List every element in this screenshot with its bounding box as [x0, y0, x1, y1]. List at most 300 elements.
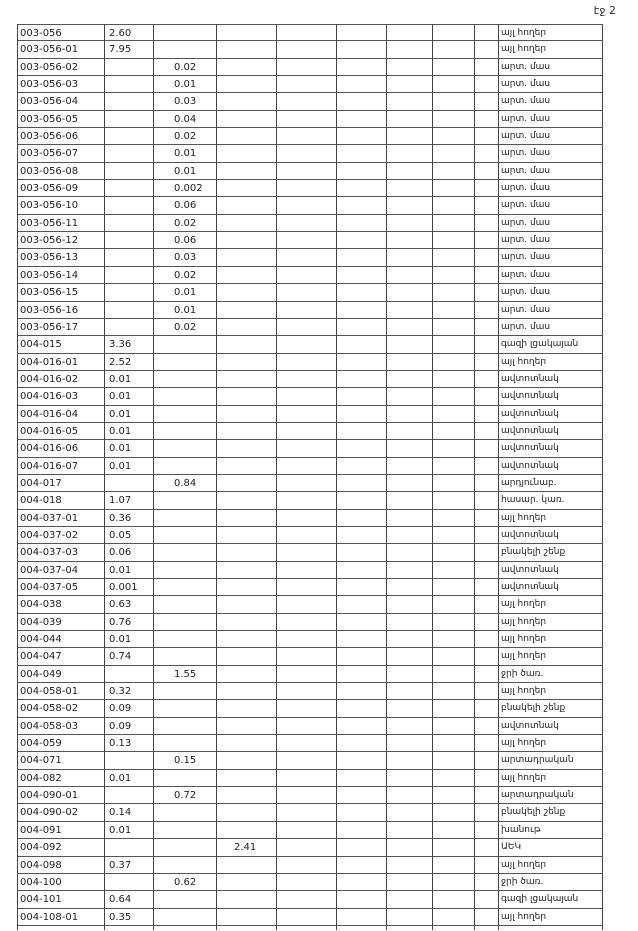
area-value	[448, 215, 490, 231]
area-value	[402, 596, 448, 612]
land-use: ավտոտնակ	[501, 529, 559, 540]
land-use: արտ. մաս	[501, 235, 551, 246]
land-use: բնակելի շենք	[501, 547, 566, 558]
area-value	[402, 492, 448, 508]
area-value: 0.01	[174, 287, 197, 299]
area-value	[170, 735, 234, 751]
area-value	[402, 874, 448, 890]
area-value	[290, 215, 350, 231]
area-value	[170, 683, 234, 699]
area-value	[290, 41, 350, 57]
area-value	[402, 666, 448, 682]
area-value	[402, 735, 448, 751]
parcel-code: 004-047	[20, 651, 62, 663]
area-value	[290, 336, 350, 352]
area-value	[230, 544, 294, 560]
area-value: 0.01	[109, 460, 132, 472]
area-value	[230, 406, 294, 422]
area-value: 0.35	[109, 911, 132, 923]
parcel-code: 003-056-05	[20, 113, 79, 125]
area-value	[448, 59, 490, 75]
parcel-code: 004-017	[20, 477, 62, 489]
area-value	[350, 683, 402, 699]
area-value	[290, 302, 350, 318]
area-value: 0.02	[174, 131, 197, 143]
area-value	[448, 423, 490, 439]
land-use: այլ հողեր	[501, 686, 547, 697]
area-value	[290, 891, 350, 907]
area-value	[170, 891, 234, 907]
land-use: ԱԵԿ	[501, 842, 522, 853]
area-value	[105, 180, 169, 196]
area-value	[448, 562, 490, 578]
area-value	[402, 857, 448, 873]
area-value	[230, 787, 294, 803]
area-value	[350, 839, 402, 855]
area-value	[230, 822, 294, 838]
area-value	[170, 440, 234, 456]
parcel-code: 004-098	[20, 859, 62, 871]
area-value	[230, 735, 294, 751]
land-use: արտ. մաս	[501, 183, 551, 194]
area-value	[448, 371, 490, 387]
area-value	[290, 735, 350, 751]
area-value	[230, 857, 294, 873]
area-value	[402, 111, 448, 127]
area-value	[290, 614, 350, 630]
area-value	[230, 145, 294, 161]
parcel-code: 004-090-01	[20, 790, 79, 802]
area-value	[448, 891, 490, 907]
parcel-code: 003-056	[20, 28, 62, 39]
area-value	[105, 215, 169, 231]
parcel-code: 004-101	[20, 894, 62, 906]
area-value	[350, 41, 402, 57]
area-value	[350, 752, 402, 768]
area-value	[170, 804, 234, 820]
area-value: 0.06	[109, 547, 132, 559]
area-value	[290, 388, 350, 404]
land-use: բնակելի շենք	[501, 703, 566, 714]
land-use: արտադրական	[501, 790, 574, 801]
parcel-code: 004-015	[20, 339, 62, 351]
area-value	[448, 579, 490, 595]
parcel-code: 004-044	[20, 634, 62, 646]
parcel-code: 004-071	[20, 755, 62, 767]
area-value	[230, 93, 294, 109]
area-value	[290, 770, 350, 786]
area-value	[350, 371, 402, 387]
area-value	[448, 527, 490, 543]
area-value	[105, 787, 169, 803]
area-value	[350, 874, 402, 890]
col-line	[153, 24, 154, 930]
area-value	[170, 614, 234, 630]
parcel-code: 004-082	[20, 772, 62, 784]
area-value	[448, 631, 490, 647]
parcel-code: 004-016-06	[20, 443, 79, 455]
area-value	[402, 510, 448, 526]
area-value	[170, 423, 234, 439]
parcel-code: 003-056-16	[20, 304, 79, 316]
area-value: 0.03	[174, 96, 197, 108]
land-use: ավտոտնակ	[501, 425, 559, 436]
area-value	[170, 579, 234, 595]
area-value	[230, 41, 294, 57]
area-value	[448, 648, 490, 664]
area-value	[290, 562, 350, 578]
area-value	[170, 700, 234, 716]
area-value	[448, 700, 490, 716]
land-use: գազի լցակայան	[501, 894, 579, 905]
area-value	[230, 492, 294, 508]
area-value	[402, 544, 448, 560]
area-value	[105, 128, 169, 144]
area-value	[350, 388, 402, 404]
area-value	[230, 909, 294, 925]
area-value	[402, 197, 448, 213]
area-value: 2.41	[234, 842, 257, 854]
parcel-code: 003-056-12	[20, 235, 79, 247]
area-value	[230, 562, 294, 578]
land-use: այլ հողեր	[501, 28, 547, 38]
area-value: 0.72	[174, 790, 197, 802]
parcel-code: 003-056-08	[20, 165, 79, 177]
area-value	[170, 544, 234, 560]
area-value	[448, 458, 490, 474]
area-value: 0.64	[109, 894, 132, 906]
area-value	[105, 163, 169, 179]
area-value	[448, 249, 490, 265]
land-use: արտ. մաս	[501, 252, 551, 263]
land-use: այլ հողեր	[501, 859, 547, 870]
area-value	[170, 822, 234, 838]
area-value	[290, 683, 350, 699]
area-value	[105, 839, 169, 855]
parcel-code: 003-056-17	[20, 321, 79, 333]
area-value	[290, 197, 350, 213]
land-use: արտ. մաս	[501, 96, 551, 107]
area-value	[448, 614, 490, 630]
land-use: այլ հողեր	[501, 44, 547, 55]
area-value	[402, 909, 448, 925]
area-value	[448, 388, 490, 404]
area-value: 0.62	[174, 876, 197, 888]
land-use: այլ հողեր	[501, 634, 547, 645]
area-value	[290, 232, 350, 248]
col-line	[498, 24, 499, 930]
parcel-code: 004-092	[20, 842, 62, 854]
area-value	[350, 163, 402, 179]
land-use: արտ. մաս	[501, 269, 551, 280]
area-value	[350, 579, 402, 595]
area-value	[350, 492, 402, 508]
area-value	[448, 145, 490, 161]
area-value	[230, 354, 294, 370]
area-value	[350, 510, 402, 526]
parcel-code: 003-056-11	[20, 217, 79, 229]
area-value	[105, 232, 169, 248]
col-line	[432, 24, 433, 930]
area-value	[350, 267, 402, 283]
land-use: ավտոտնակ	[501, 443, 559, 454]
area-value	[448, 683, 490, 699]
land-use: արտ. մաս	[501, 287, 551, 298]
area-value: 0.01	[109, 408, 132, 420]
area-value	[448, 25, 490, 40]
area-value	[230, 371, 294, 387]
land-use: այլ հողեր	[501, 911, 547, 922]
area-value	[290, 319, 350, 335]
land-use: արտ. մաս	[501, 304, 551, 315]
land-use: այլ հողեր	[501, 651, 547, 662]
area-value	[290, 752, 350, 768]
parcel-code: 003-056-03	[20, 79, 79, 91]
area-value	[402, 354, 448, 370]
area-value	[105, 284, 169, 300]
area-value	[230, 249, 294, 265]
area-value	[402, 891, 448, 907]
area-value	[402, 631, 448, 647]
area-value	[350, 180, 402, 196]
parcel-code: 004-016-05	[20, 425, 79, 437]
col-line	[602, 24, 603, 930]
area-value	[170, 510, 234, 526]
area-value: 0.37	[109, 859, 132, 871]
col-line	[474, 24, 475, 930]
area-value	[170, 718, 234, 734]
area-value	[350, 614, 402, 630]
page-number: էջ 2	[593, 4, 616, 17]
area-value	[448, 492, 490, 508]
area-value: 7.95	[109, 44, 132, 56]
area-value	[170, 371, 234, 387]
area-value	[230, 631, 294, 647]
area-value: 0.14	[109, 807, 132, 819]
area-value	[350, 302, 402, 318]
area-value	[230, 267, 294, 283]
land-use: արտ. մաս	[501, 131, 551, 142]
area-value	[105, 319, 169, 335]
area-value	[402, 267, 448, 283]
area-value	[290, 475, 350, 491]
area-value	[402, 163, 448, 179]
area-value	[350, 787, 402, 803]
land-use: ավտոտնակ	[501, 408, 559, 419]
area-value	[448, 354, 490, 370]
area-value	[170, 839, 234, 855]
area-value	[350, 475, 402, 491]
area-value	[402, 752, 448, 768]
area-value	[448, 267, 490, 283]
area-value	[350, 215, 402, 231]
area-value	[350, 648, 402, 664]
area-value	[290, 163, 350, 179]
parcel-code: 004-016-02	[20, 373, 79, 385]
area-value	[105, 197, 169, 213]
area-value	[230, 25, 294, 40]
area-value	[230, 527, 294, 543]
land-use: ավտոտնակ	[501, 720, 559, 731]
land-use: արտ. մաս	[501, 113, 551, 124]
area-value	[402, 302, 448, 318]
area-value	[402, 648, 448, 664]
area-value	[402, 215, 448, 231]
area-value	[230, 128, 294, 144]
area-value	[350, 562, 402, 578]
area-value	[290, 631, 350, 647]
area-value	[105, 93, 169, 109]
area-value: 0.01	[174, 165, 197, 177]
area-value	[350, 804, 402, 820]
col-line	[17, 24, 18, 930]
land-use: հասար. կառ.	[501, 495, 565, 506]
area-value	[230, 163, 294, 179]
area-value	[290, 267, 350, 283]
area-value	[290, 458, 350, 474]
area-value	[105, 249, 169, 265]
area-value	[105, 302, 169, 318]
area-value: 0.01	[109, 772, 132, 784]
area-value: 2.52	[109, 356, 132, 368]
area-value	[402, 59, 448, 75]
area-value	[350, 406, 402, 422]
area-value	[448, 475, 490, 491]
area-value	[402, 614, 448, 630]
area-value: 0.01	[109, 425, 132, 437]
area-value	[402, 458, 448, 474]
area-value	[448, 406, 490, 422]
area-value: 0.84	[174, 477, 197, 489]
area-value	[402, 128, 448, 144]
area-value: 0.04	[174, 113, 197, 125]
area-value: 1.55	[174, 668, 197, 680]
area-value	[290, 440, 350, 456]
area-value	[170, 909, 234, 925]
area-value	[350, 232, 402, 248]
area-value	[402, 475, 448, 491]
area-value	[402, 180, 448, 196]
area-value	[290, 718, 350, 734]
area-value	[350, 59, 402, 75]
area-value	[230, 59, 294, 75]
area-value	[402, 232, 448, 248]
land-use: արտ. մաս	[501, 217, 551, 228]
area-value	[230, 596, 294, 612]
land-use: ավտոտնակ	[501, 460, 559, 471]
area-value: 0.002	[174, 183, 203, 195]
area-value	[350, 596, 402, 612]
area-value	[290, 371, 350, 387]
parcel-code: 004-059	[20, 738, 62, 750]
area-value	[402, 76, 448, 92]
area-value	[350, 857, 402, 873]
parcel-code: 004-091	[20, 824, 62, 836]
area-value	[448, 857, 490, 873]
area-value	[448, 319, 490, 335]
area-value	[350, 527, 402, 543]
area-value	[290, 249, 350, 265]
land-use: արտ. մաս	[501, 61, 551, 72]
area-value	[230, 683, 294, 699]
area-value	[170, 527, 234, 543]
area-value	[402, 41, 448, 57]
area-value	[170, 562, 234, 578]
area-value	[448, 839, 490, 855]
area-value	[290, 700, 350, 716]
area-value	[350, 735, 402, 751]
area-value	[350, 770, 402, 786]
area-value	[350, 909, 402, 925]
area-value	[350, 423, 402, 439]
area-value	[290, 909, 350, 925]
area-value	[448, 735, 490, 751]
area-value	[448, 787, 490, 803]
area-value	[290, 128, 350, 144]
parcel-code: 003-056-13	[20, 252, 79, 264]
area-value	[402, 683, 448, 699]
area-value	[448, 440, 490, 456]
area-value: 0.01	[174, 79, 197, 91]
area-value	[402, 700, 448, 716]
area-value	[105, 666, 169, 682]
area-value	[350, 700, 402, 716]
area-value	[230, 874, 294, 890]
area-value	[350, 718, 402, 734]
parcel-code: 004-016-01	[20, 356, 79, 368]
area-value	[170, 857, 234, 873]
area-value	[448, 770, 490, 786]
area-value	[448, 596, 490, 612]
area-value	[448, 822, 490, 838]
area-value	[230, 319, 294, 335]
area-value	[170, 388, 234, 404]
area-value	[290, 648, 350, 664]
parcel-code: 004-039	[20, 616, 62, 628]
area-value	[290, 492, 350, 508]
land-use: գազի լցակայան	[501, 339, 579, 350]
land-use: այլ հողեր	[501, 599, 547, 610]
area-value	[290, 596, 350, 612]
area-value	[448, 128, 490, 144]
area-value	[290, 76, 350, 92]
area-value: 3.36	[109, 339, 132, 351]
land-use: արտ. մաս	[501, 200, 551, 211]
parcel-code: 004-037-02	[20, 529, 79, 541]
area-value	[448, 163, 490, 179]
area-value: 0.76	[109, 616, 132, 628]
area-value	[230, 180, 294, 196]
area-value	[402, 787, 448, 803]
area-value	[402, 804, 448, 820]
area-value	[230, 752, 294, 768]
col-line	[336, 24, 337, 930]
area-value	[290, 111, 350, 127]
parcel-code: 004-108-01	[20, 911, 79, 923]
parcel-code: 003-056-09	[20, 183, 79, 195]
area-value	[350, 354, 402, 370]
area-value	[230, 302, 294, 318]
area-value	[402, 822, 448, 838]
area-value	[290, 804, 350, 820]
area-value	[448, 93, 490, 109]
land-use: արդյունաբ.	[501, 477, 557, 488]
area-value	[402, 839, 448, 855]
area-value	[170, 631, 234, 647]
area-value	[448, 718, 490, 734]
area-value	[170, 354, 234, 370]
area-value	[105, 145, 169, 161]
